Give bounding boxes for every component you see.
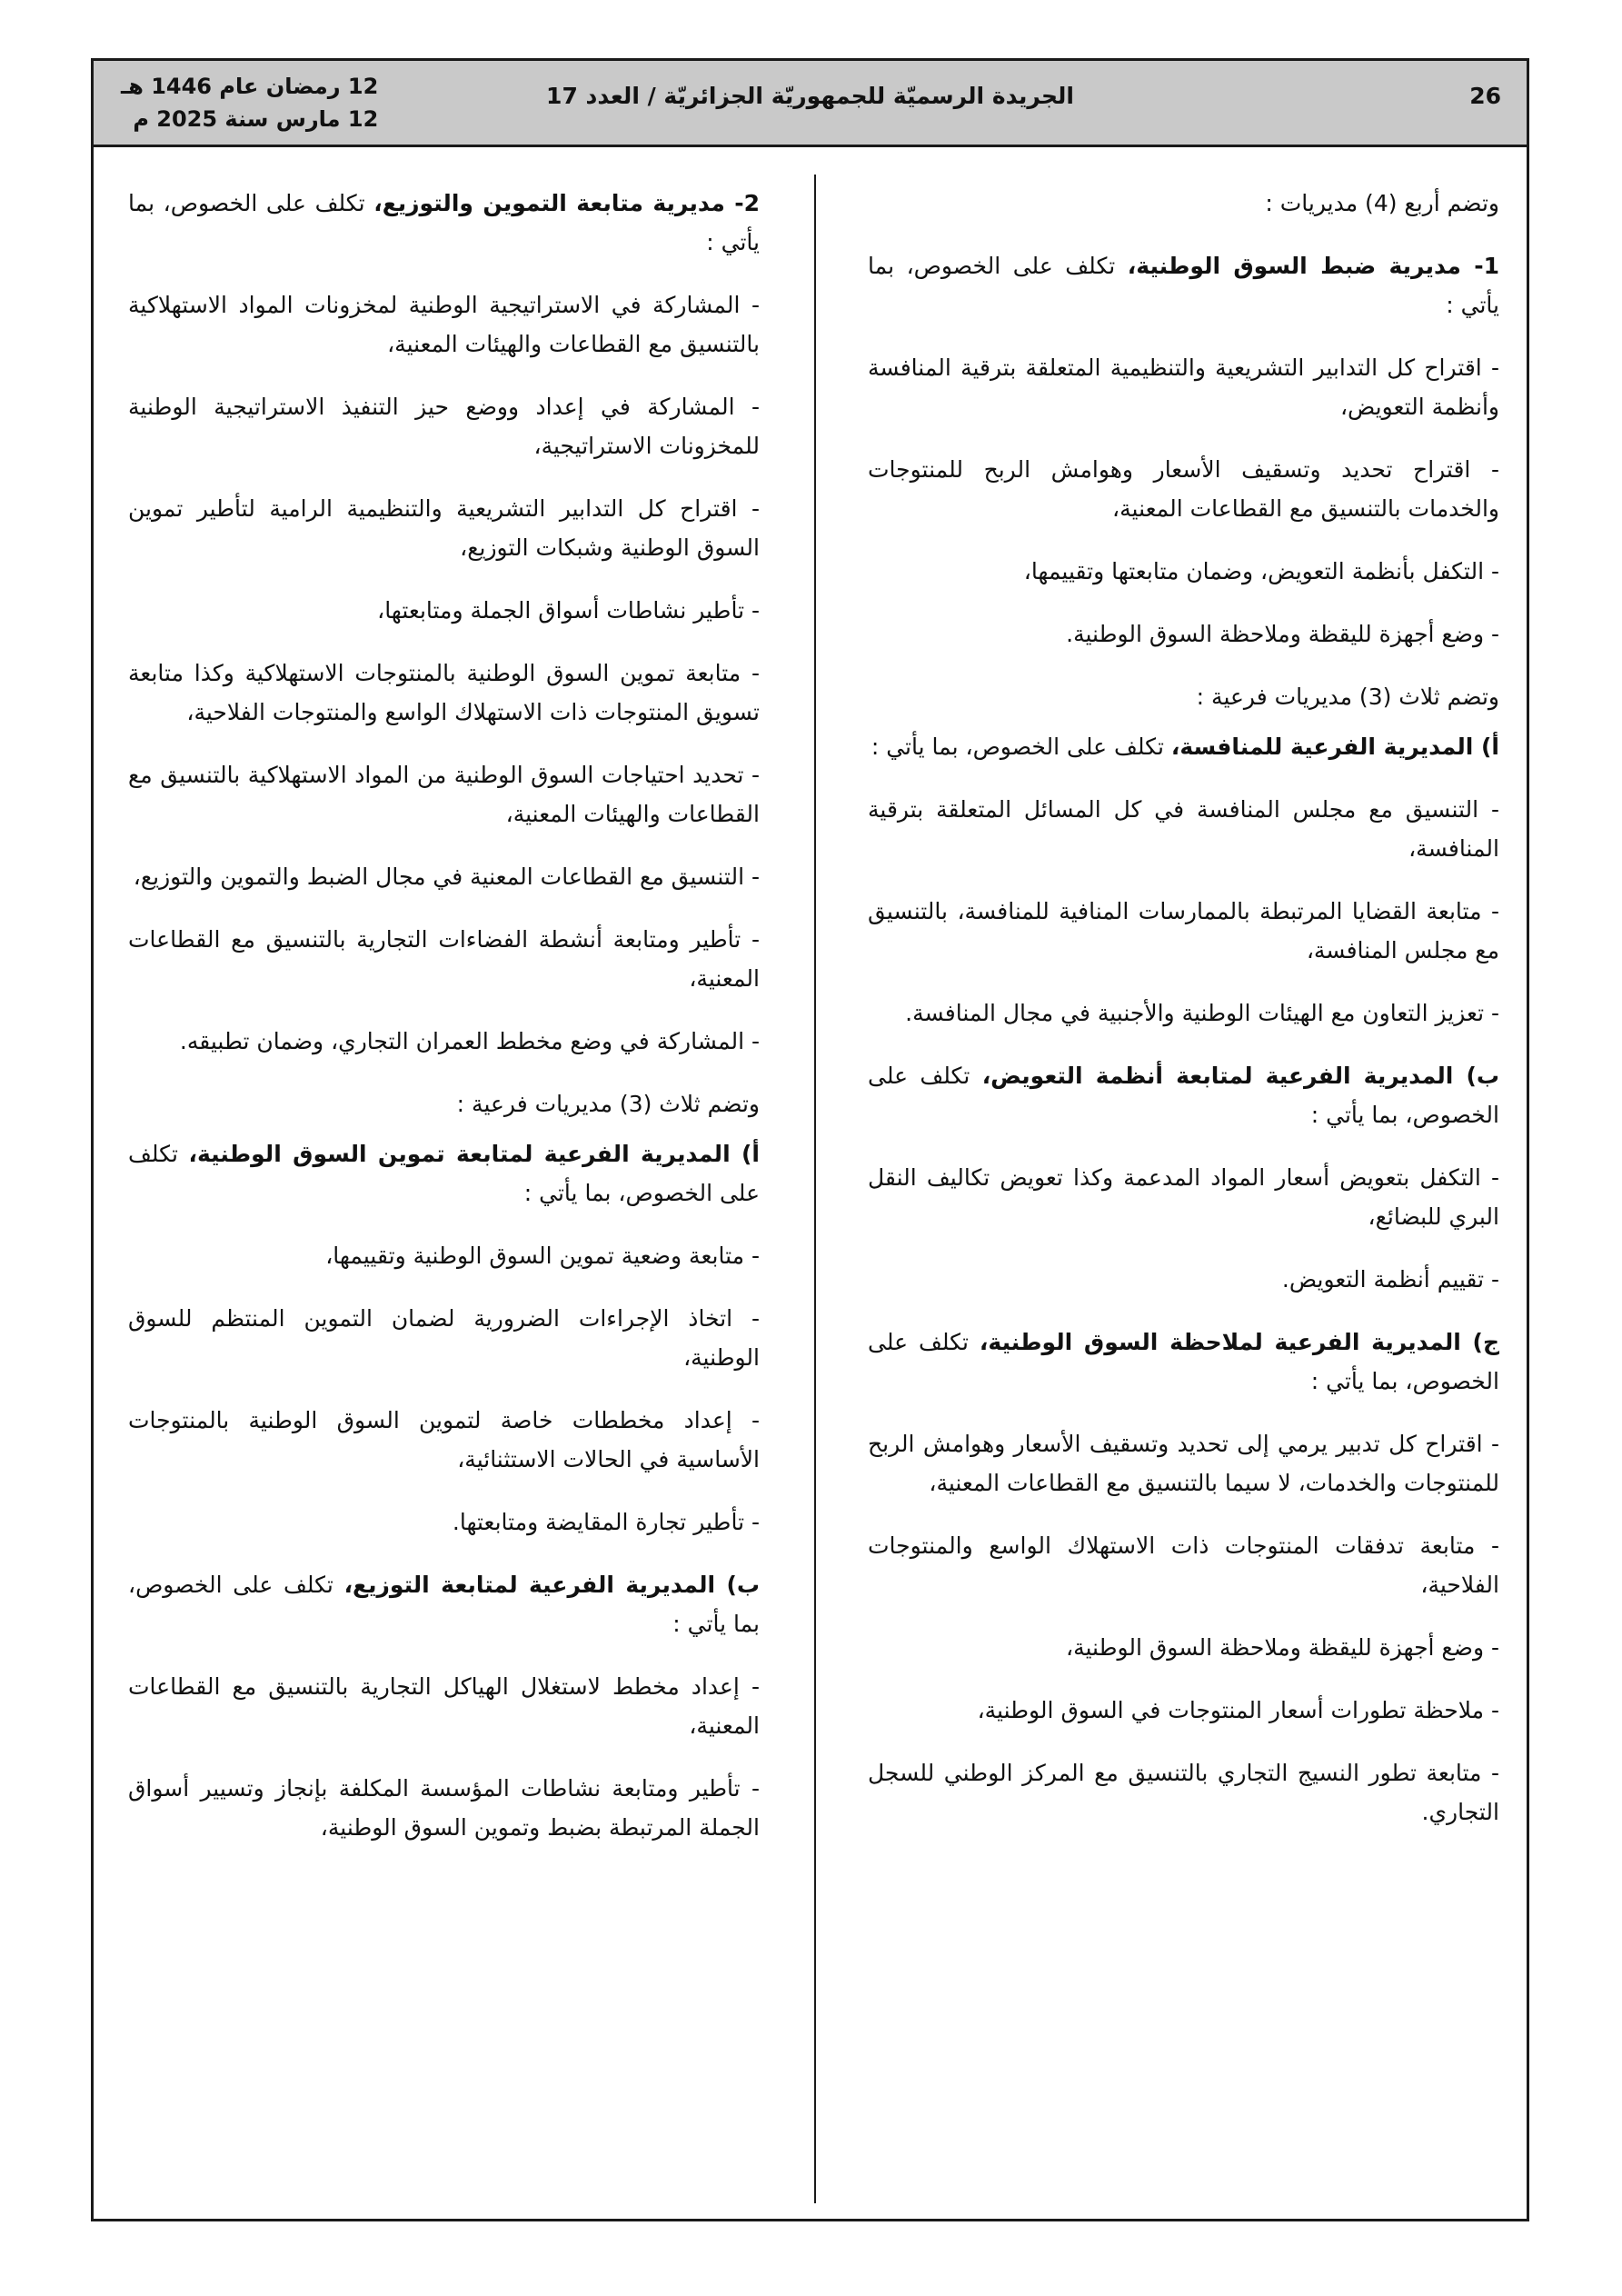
date-hijri: 12 رمضان عام 1446 هـ <box>121 74 379 99</box>
list-item: - إعداد مخططات خاصة لتموين السوق الوطنية بالمنتوجات الأساسية في الحالات الاستثنائية، <box>128 1407 760 1472</box>
list-item: - ملاحظة تطورات أسعار المنتوجات في السوق الوطنية، <box>977 1697 1499 1723</box>
list-item: - تأطير ومتابعة نشاطات المؤسسة المكلفة بإنجاز وتسيير أسواق الجملة المرتبطة بضبط وتموين السوق الوطنية، <box>128 1775 760 1841</box>
subsection-heading <box>128 1134 760 1213</box>
page-header <box>94 61 1527 147</box>
subsection-title: أ) المديرية الفرعية للمنافسة، <box>1170 734 1499 760</box>
subsection-title: أ) المديرية الفرعية لمتابعة تموين السوق الوطنية، <box>188 1141 760 1167</box>
subsection-intro: وتضم ثلاث (3) مديريات فرعية : <box>456 1091 760 1117</box>
page-frame <box>91 58 1529 2221</box>
list-item: - اقتراح تحديد وتسقيف الأسعار وهوامش الربح للمنتوجات والخدمات بالتنسيق مع القطاعات المعنية، <box>868 456 1499 522</box>
list-item: - متابعة وضعية تموين السوق الوطنية وتقييمها، <box>325 1243 760 1269</box>
subsection-intro: وتضم ثلاث (3) مديريات فرعية : <box>1196 684 1499 710</box>
section-heading <box>868 246 1499 324</box>
subsection-title-rest: تكلف على الخصوص، بما يأتي : <box>128 1141 760 1206</box>
list-item: - اقتراح كل التدابير التشريعية والتنظيمية المتعلقة بترقية المنافسة وأنظمة التعويض، <box>868 354 1499 420</box>
list-item: - التنسيق مع مجلس المنافسة في كل المسائل المتعلقة بترقية المنافسة، <box>868 796 1499 862</box>
intro-paragraph: وتضم أربع (4) مديريات : <box>1265 190 1499 216</box>
list-item: - تأطير تجارة المقايضة ومتابعتها. <box>452 1509 760 1535</box>
list-item: - متابعة القضايا المرتبطة بالممارسات المنافية للمنافسة، بالتنسيق مع مجلس المنافسة، <box>868 898 1499 963</box>
list-item: - المشاركة في الاستراتيجية الوطنية لمخزونات المواد الاستهلاكية بالتنسيق مع القطاعات والهيئات المعنية، <box>128 292 760 357</box>
section-title-rest: تكلف على الخصوص، بما يأتي : <box>868 253 1499 318</box>
list-item: - التكفل بأنظمة التعويض، وضمان متابعتها وتقييمها، <box>1023 558 1499 584</box>
list-item: - المشاركة في إعداد ووضع حيز التنفيذ الاستراتيجية الوطنية للمخزونات الاستراتيجية، <box>128 394 760 459</box>
subsection-title-rest: تكلف على الخصوص، بما يأتي : <box>868 1063 1499 1128</box>
subsection-title-rest: تكلف على الخصوص، بما يأتي : <box>868 1329 1499 1394</box>
subsection-heading <box>868 1323 1499 1401</box>
date-gregorian: 12 مارس سنة 2025 م <box>133 106 379 132</box>
list-item: - تحديد احتياجات السوق الوطنية من المواد الاستهلاكية بالتنسيق مع القطاعات والهيئات المعنية، <box>128 762 760 827</box>
section-title: 2- مديرية متابعة التموين والتوزيع، <box>373 190 760 216</box>
list-item: - اتخاذ الإجراءات الضرورية لضمان التموين المنتظم للسوق الوطنية، <box>128 1305 760 1371</box>
list-item: - تعزيز التعاون مع الهيئات الوطنية والأجنبية في مجال المنافسة. <box>905 1000 1499 1026</box>
list-item: - التنسيق مع القطاعات المعنية في مجال الضبط والتموين والتوزيع، <box>133 863 760 890</box>
left-column <box>128 184 760 1871</box>
section-heading <box>128 184 760 262</box>
list-item: - إعداد مخطط لاستغلال الهياكل التجارية بالتنسيق مع القطاعات المعنية، <box>128 1673 760 1739</box>
list-item: - تأطير ومتابعة أنشطة الفضاءات التجارية بالتنسيق مع القطاعات المعنية، <box>128 926 760 992</box>
subsection-heading <box>868 1056 1499 1134</box>
issue-date <box>121 70 378 135</box>
subsection-title-rest: تكلف على الخصوص، بما يأتي : <box>871 734 1171 760</box>
right-column <box>868 184 1499 1855</box>
list-item: - اقتراح كل تدبير يرمي إلى تحديد وتسقيف الأسعار وهوامش الربح للمنتوجات والخدمات، لا سيما بالتنسيق مع القطاعات المعنية، <box>868 1431 1499 1496</box>
list-item: - متابعة تدفقات المنتوجات ذات الاستهلاك الواسع والمنتوجات الفلاحية، <box>868 1532 1499 1598</box>
list-item: - اقتراح كل التدابير التشريعية والتنظيمية الرامية لتأطير تموين السوق الوطنية وشبكات التوزيع، <box>128 495 760 561</box>
list-item: - التكفل بتعويض أسعار المواد المدعمة وكذا تعويض تكاليف النقل البري للبضائع، <box>868 1164 1499 1230</box>
list-item: - تقييم أنظمة التعويض. <box>1281 1266 1499 1293</box>
page-number: 26 <box>1469 83 1501 109</box>
list-item: - المشاركة في وضع مخطط العمران التجاري، وضمان تطبيقه. <box>179 1028 760 1054</box>
list-item: - متابعة تطور النسيج التجاري بالتنسيق مع المركز الوطني للسجل التجاري. <box>868 1760 1499 1825</box>
list-item: - متابعة تموين السوق الوطنية بالمنتوجات الاستهلاكية وكذا متابعة تسويق المنتوجات ذات الاستهلاك الواسع والمنتوجات الفلاحية، <box>128 660 760 725</box>
subsection-title: ب) المديرية الفرعية لمتابعة التوزيع، <box>343 1572 760 1598</box>
gazette-title: الجريدة الرسميّة للجمهوريّة الجزائريّة / العدد 17 <box>546 83 1074 109</box>
list-item: - وضع أجهزة لليقظة وملاحظة السوق الوطنية. <box>1066 621 1499 647</box>
list-item: - تأطير نشاطات أسواق الجملة ومتابعتها، <box>377 597 760 624</box>
subsection-title: ب) المديرية الفرعية لمتابعة أنظمة التعويض، <box>981 1063 1499 1089</box>
section-title-rest: تكلف على الخصوص، بما يأتي : <box>128 190 760 255</box>
list-item: - وضع أجهزة لليقظة وملاحظة السوق الوطنية، <box>1066 1634 1499 1661</box>
subsection-heading <box>868 727 1499 766</box>
section-title: 1- مديرية ضبط السوق الوطنية، <box>1127 253 1499 279</box>
subsection-heading <box>128 1565 760 1643</box>
subsection-title: ج) المديرية الفرعية لملاحظة السوق الوطنية، <box>979 1329 1499 1355</box>
subsection-title-rest: تكلف على الخصوص، بما يأتي : <box>128 1572 760 1637</box>
column-divider <box>814 175 816 2203</box>
